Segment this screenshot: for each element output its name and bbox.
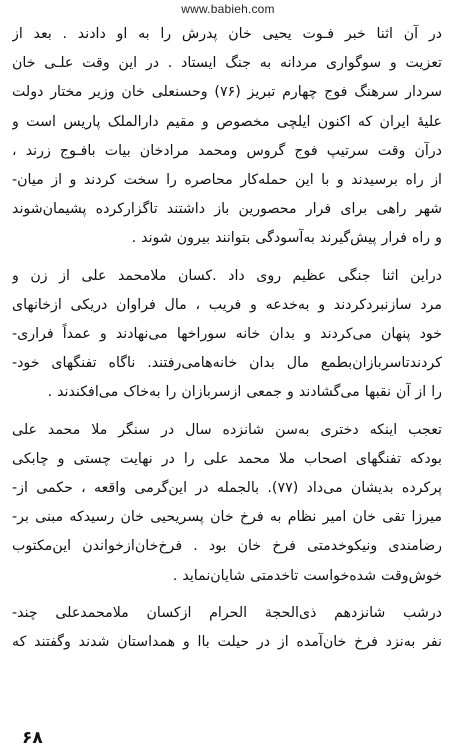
text-line: درشب شانزدهم ذی‌الحجة الحرام ازکسان ملامحمدعلی چند- — [12, 604, 442, 621]
text-line: مرد سازنبردکردند و به‌خدعه و فریب ، مال فراوان دریکی ازخانهای — [12, 296, 442, 313]
paragraph-4 — [12, 599, 442, 657]
page-number: ۶۸ — [22, 728, 43, 748]
text-line: درآن وقت سرتیپ فوج گروس ومحمد مرادخان بیات بافـوج زرند ، — [12, 142, 442, 159]
website-watermark: www.babieh.com — [181, 2, 275, 16]
text-line: در آن اثنا خبر فـوت یحیی خان پدرش را به او دادند . بعد از — [12, 26, 442, 42]
text-line: میرزا تقی خان امیر نظام به فرخ خان پسریحیی خان رسیدکه مبنی بر- — [12, 509, 442, 526]
text-line: را از آن نقبها می‌گشادند و جمعی ازسربازان را به‌خاک می‌افکندند . — [47, 384, 442, 401]
paragraph-1 — [12, 20, 442, 254]
text-line: پرکرده بدیشان می‌داد (۷۷). بالجمله در این‌گرمی واقعه ، حکمی از- — [12, 480, 442, 497]
text-line: شهر راهی برای فرار محصورین باز داشتند تاگزارکرده پشیمان‌شوند — [12, 201, 442, 218]
text-line: از راه برسیدند و با این حمله‌کار محاصره را سخت کردند و از میان- — [12, 172, 442, 189]
text-line: و راه فرار پیش‌گیرند به‌آسودگی بتوانند بیرون شوند . — [131, 230, 442, 247]
text-line: نفر به‌نزد فرخ خان‌آمده از در حیلت باا و همداستان شدند وگفتند که — [12, 634, 442, 651]
text-line: بودکه تفنگهای اصحاب ملا محمد علی را در نهایت چستی و چابکی — [12, 450, 442, 467]
text-line: تعجب اینکه دختری به‌سن شانزده سال در سنگر ملا محمد علی — [12, 421, 442, 438]
text-line: سردار سرهنگ فوج چهارم تبریز (۷۶) وحسنعلی خان وزیر مختار دولت — [12, 84, 442, 101]
text-line: کردندتاسربازان‌بطمع مال بدان خانه‌هامی‌رفتند. ناگاه تفنگهای خود- — [12, 355, 442, 372]
text-line: دراین اثنا جنگی عظیم روی داد .کسان ملامحمد علی از زن و — [12, 267, 442, 284]
text-line: خوش‌وقت شده‌خواست تاخدمتی شایان‌نماید . — [172, 567, 442, 584]
text-line: رضامندی ونیکوخدمتی فرخ خان بود . فرخ‌خان‌ازخواندن این‌مکتوب — [12, 538, 442, 555]
text-line: خود پنهان می‌کردند و بدان خانه سوراخها می‌نهادند و عمداً فراری- — [12, 326, 442, 343]
text-line: علیهٔ ایران که اکنون ایلچی مخصوص و مقیم دارالملک پاریس است و — [12, 113, 442, 130]
paragraph-2 — [12, 262, 442, 408]
paragraph-3 — [12, 416, 442, 591]
body-text — [12, 20, 442, 657]
text-line: تعزیت و سوگواری مردانه به جنگ ایستاد . در این وقت علـی خان — [12, 55, 442, 72]
